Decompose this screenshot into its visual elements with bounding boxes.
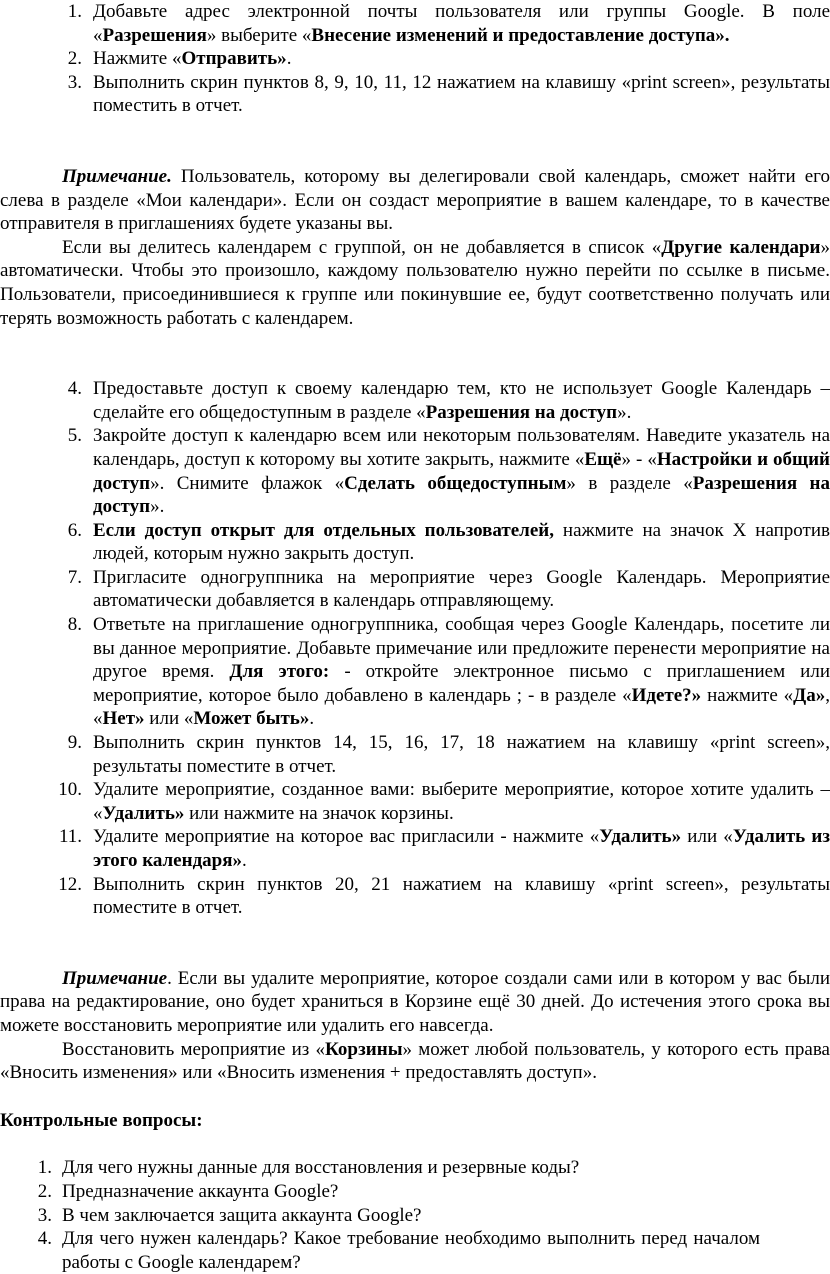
note-label: Примечание. <box>62 165 172 187</box>
list-number: 12. <box>58 873 82 895</box>
groups-paragraph: Если вы делитесь календарем с группой, он не добавляется в список «Другие календари» автоматически. Чтобы это произошло, каждому пользователю нужно перейти по ссылке в письме. Пользователи, присоединившиеся к группе или покинувшие ее, будут соответственно получать или терять возможность работать с календарем. <box>0 236 830 329</box>
question-number: 4. <box>37 1228 52 1250</box>
list-number: 1. <box>67 1 82 22</box>
note-paragraph-2: Примечание. Если вы удалите мероприятие, которое создали сами или в котором у вас были права на редактирование, оно будет храниться в Корзине ещё 30 дней. До истечения этого срока вы можете восстановить мероприятие или удалить его навсегда. <box>0 967 830 1036</box>
note-paragraph-1: Примечание. Пользователь, которому вы делегировали свой календарь, сможет найти его слева в разделе «Мои календари». Если он создаст мероприятие в вашем календаре, то в качестве отправителя в приглашениях будете указаны вы. <box>0 165 830 235</box>
questions-list <box>0 1156 760 1274</box>
list-item: 5. Закройте доступ к календарю всем или некоторым пользователям. Наведите указатель на календарь, доступ к которому вы хотите закрыть, нажмите «Ещё» - «Настройки и общий доступ». Снимите флажок «Сделать общедоступным» в разделе «Разрешения на доступ». <box>0 424 830 518</box>
list-number: 4. <box>67 378 82 400</box>
questions-heading: Контрольные вопросы: <box>0 1109 203 1131</box>
list-item: 7. Пригласите одногруппника на мероприятие через Google Календарь. Мероприятие автоматически добавляется в календарь отправляющему. <box>0 566 830 613</box>
instruction-list-part-2 <box>0 377 830 920</box>
list-item: 9. Выполнить скрин пунктов 14, 15, 16, 17, 18 нажатием на клавишу «print screen», результаты поместите в отчет. <box>0 731 830 778</box>
question-item: 3. В чем заключается защита аккаунта Google? <box>0 1204 760 1228</box>
list-number: 6. <box>67 519 82 541</box>
list-item: 6. Если доступ открыт для отдельных пользователей, нажмите на значок X напротив людей, которым нужно закрыть доступ. <box>0 519 830 566</box>
list-item: 10. Удалите мероприятие, созданное вами: выберите мероприятие, которое хотите удалить – «Удалить» или нажмите на значок корзины. <box>0 778 830 825</box>
list-number: 10. <box>58 779 82 801</box>
list-number: 8. <box>67 614 82 636</box>
question-item: 1. Для чего нужны данные для восстановления и резервные коды? <box>0 1156 760 1180</box>
list-item: 11. Удалите мероприятие на которое вас пригласили - нажмите «Удалить» или «Удалить из этого календаря». <box>0 825 830 872</box>
list-item: 12. Выполнить скрин пунктов 20, 21 нажатием на клавишу «print screen», результаты поместите в отчет. <box>0 873 830 920</box>
list-number: 7. <box>67 566 82 588</box>
question-item: 2. Предназначение аккаунта Google? <box>0 1180 760 1204</box>
note-label: Примечание <box>62 967 168 989</box>
question-number: 2. <box>37 1180 52 1202</box>
list-number: 11. <box>58 826 82 848</box>
list-item: 4. Предоставьте доступ к своему календарю тем, кто не использует Google Календарь – сделайте его общедоступным в разделе «Разрешения на доступ». <box>0 377 830 424</box>
question-number: 3. <box>37 1204 52 1226</box>
instruction-list-part-1 <box>0 0 830 118</box>
list-number: 9. <box>67 732 82 754</box>
list-number: 5. <box>67 425 82 447</box>
list-number: 3. <box>67 71 82 93</box>
list-item: 3. Выполнить скрин пунктов 8, 9, 10, 11, 12 нажатием на клавишу «print screen», результаты поместить в отчет. <box>0 71 830 118</box>
list-item: 1. Добавьте адрес электронной почты пользователя или группы Google. В поле «Разрешения» выберите «Внесение изменений и предоставление доступа». <box>0 0 830 47</box>
question-number: 1. <box>37 1157 52 1179</box>
list-item: 2. Нажмите «Отправить». <box>0 47 830 71</box>
restore-paragraph: Восстановить мероприятие из «Корзины» может любой пользователь, у которого есть права «Вносить изменения» или «Вносить изменения + предоставлять доступ». <box>0 1038 830 1084</box>
list-number: 2. <box>67 48 82 70</box>
list-item: 8. Ответьте на приглашение одногруппника, сообщая через Google Календарь, посетите ли вы данное мероприятие. Добавьте примечание или предложите перенести мероприятие на другое время. Для этого: - откройте электронное письмо с приглашением или мероприятие, которое было добавлено в календарь ; - в разделе «Идете?» нажмите «Да», «Нет» или «Может быть». <box>0 613 830 731</box>
question-item: 4. Для чего нужен календарь? Какое требование необходимо выполнить перед началом работы с Google календарем? <box>0 1227 760 1274</box>
